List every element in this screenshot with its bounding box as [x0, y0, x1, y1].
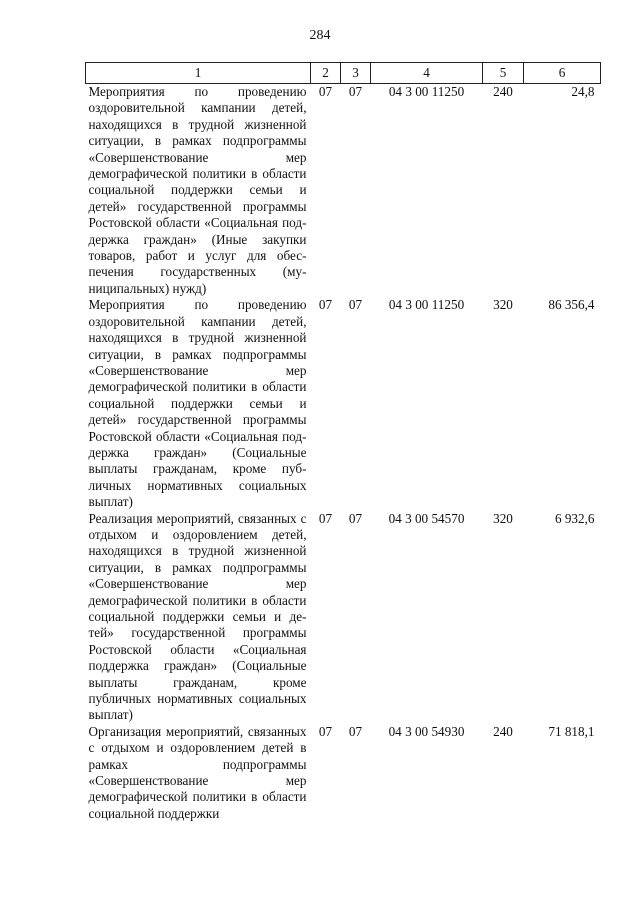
header-cell: 5 — [483, 63, 524, 84]
row-expense-type: 240 — [493, 723, 513, 739]
row-amount: 86 356,4 — [548, 297, 595, 313]
row-target-code: 04 3 00 11250 — [388, 84, 465, 99]
row-subsection-code: 07 — [348, 84, 363, 99]
header-cell: 2 — [311, 63, 341, 84]
row-target-code: 04 3 00 54930 — [388, 723, 465, 739]
row-description: Организация мероприятий, связанных с отдыхом и оздоровлением детей в рамках подпрограммы «Совершенствование мер демографической политики в области социальной поддержки — [88, 723, 307, 821]
table-row — [86, 84, 601, 298]
row-expense-type: 240 — [493, 84, 513, 99]
budget-table — [85, 62, 601, 822]
row-expense-type: 320 — [493, 510, 513, 526]
row-subsection-code: 07 — [348, 510, 363, 526]
header-cell: 3 — [341, 63, 371, 84]
row-expense-type: 320 — [493, 297, 513, 313]
row-amount: 24,8 — [571, 84, 595, 99]
header-cell: 6 — [524, 63, 601, 84]
row-amount: 71 818,1 — [548, 723, 595, 739]
row-description: Мероприятия по проведению оздоровительной кампании детей, находящихся в трудной жизненной ситуации, в рамках подпрограммы «Совершенствование мер демографической политики в области социальной поддержки семьи и детей» государственной программы Ростовской области «Социальная поддержка граждан» (Социальные выплаты гражданам, кроме публичных нормативных социальных выплат) — [88, 297, 307, 510]
row-description: Реализация мероприятий, связанных с отдыхом и оздоровлением детей, находящихся в трудной жизненной ситуации, в рамках подпрограммы «Совершенствование мер демографической политики в области социальной поддержки семьи и детей» государственной программы Ростовской области «Социальная поддержка граждан» (Социальные выплаты гражданам, кроме публичных нормативных социальных выплат) — [88, 510, 307, 723]
row-section-code: 07 — [318, 84, 333, 99]
row-subsection-code: 07 — [348, 723, 363, 739]
table-row — [86, 297, 601, 510]
row-section-code: 07 — [318, 510, 333, 526]
table-row — [86, 724, 601, 822]
table-header-row — [86, 63, 601, 84]
header-cell: 4 — [371, 63, 483, 84]
header-cell: 1 — [86, 63, 311, 84]
row-subsection-code: 07 — [348, 297, 363, 313]
table-row — [86, 511, 601, 724]
row-target-code: 04 3 00 11250 — [388, 297, 465, 313]
row-amount: 6 932,6 — [554, 510, 595, 526]
row-target-code: 04 3 00 54570 — [388, 510, 465, 526]
row-description: Мероприятия по проведению оздоровительной кампании детей, находящихся в трудной жизненной ситуации, в рамках подпрограммы «Совершенствование мер демографической политики в области социальной поддержки семьи и детей» государственной программы Ростовской области «Социальная поддержка граждан» (Иные закупки товаров, работ и услуг для обеспечения государственных (муниципальных) нужд) — [88, 84, 307, 296]
page-number: 284 — [309, 28, 331, 43]
row-section-code: 07 — [318, 723, 333, 739]
row-section-code: 07 — [318, 297, 333, 313]
